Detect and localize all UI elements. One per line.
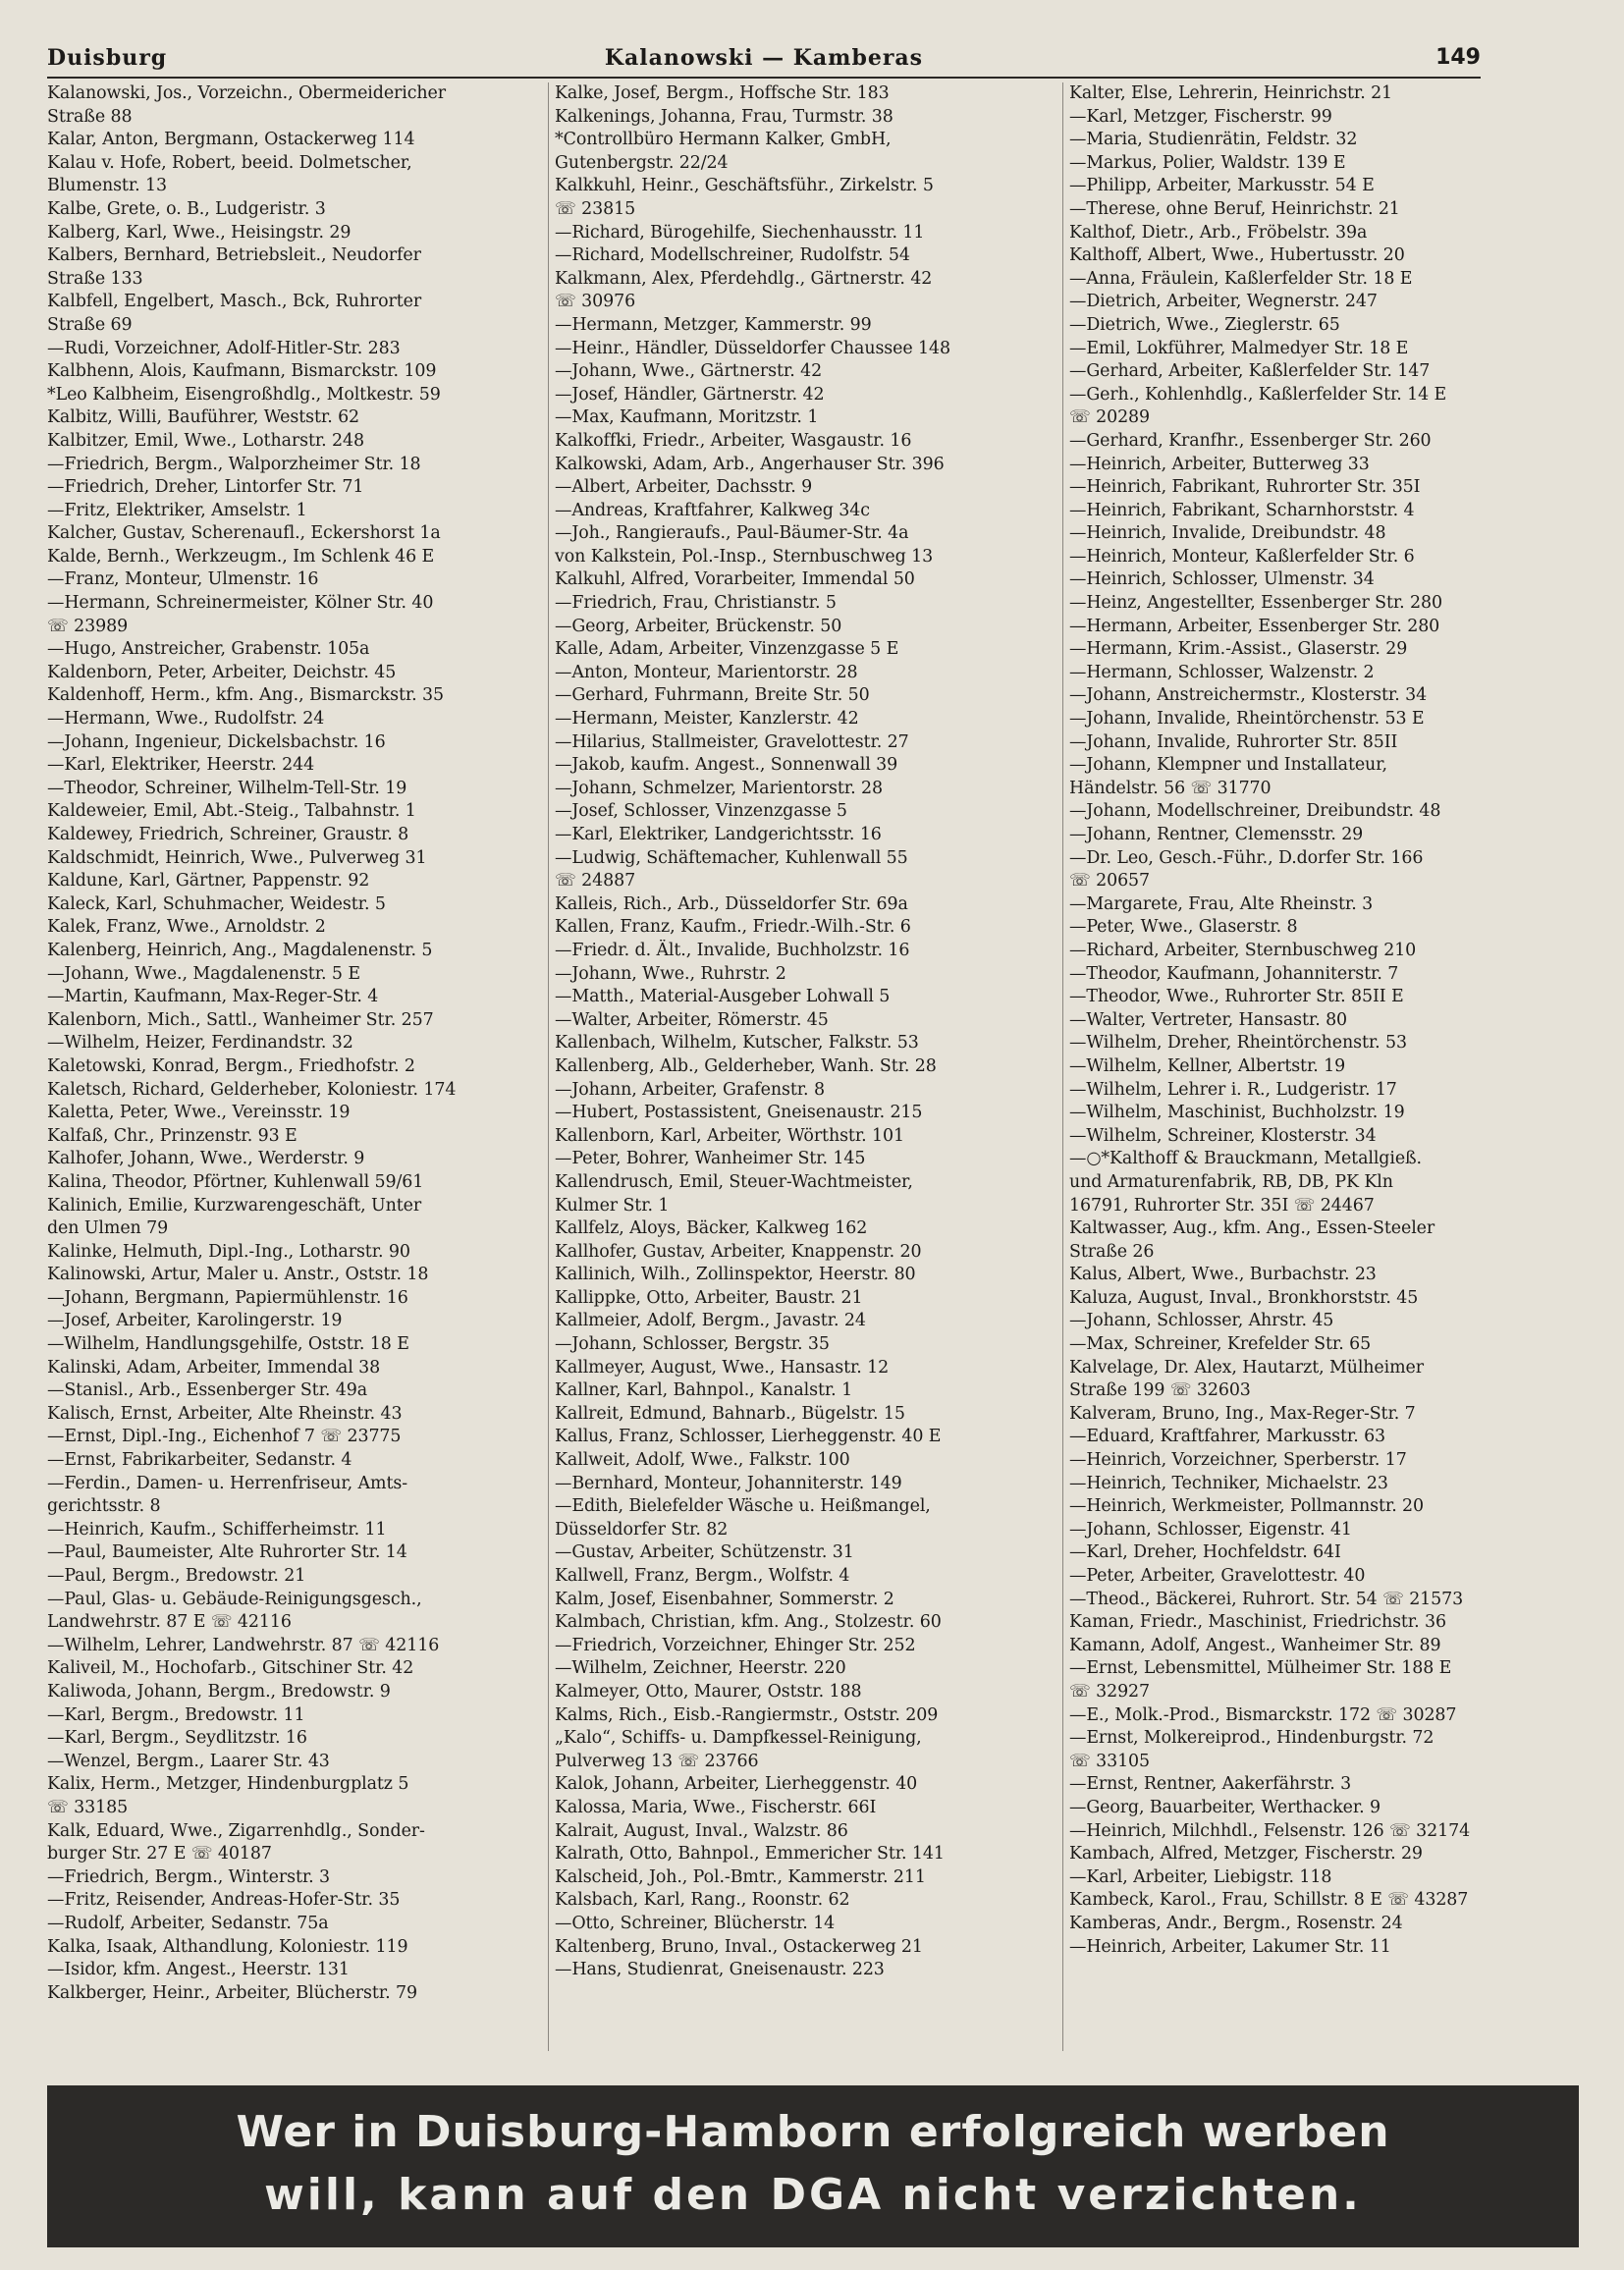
directory-entry: —Emil, Lokführer, Malmedyer Str. 18 E (1069, 338, 1409, 358)
directory-entry: —Josef, Händler, Gärtnerstr. 42 (555, 384, 825, 405)
directory-entry: —Heinrich, Vorzeichner, Sperberstr. 17 (1069, 1450, 1407, 1471)
directory-entry: Straße 133 (47, 268, 143, 289)
directory-entry: Straße 69 (47, 314, 133, 335)
directory-entry: Kaliwoda, Johann, Bergm., Bredowstr. 9 (47, 1681, 391, 1702)
column-1 (47, 82, 544, 2051)
directory-entry: —Wilhelm, Schreiner, Klosterstr. 34 (1069, 1125, 1377, 1146)
directory-entry: —Ernst, Dipl.-Ing., Eichenhof 7 ☏ 23775 (47, 1427, 402, 1447)
directory-entry: —Dietrich, Arbeiter, Wegnerstr. 247 (1069, 292, 1378, 312)
directory-entry: —○*Kalthoff & Brauckmann, Metallgieß. (1069, 1149, 1422, 1169)
directory-entry: ☏ 23989 (47, 616, 129, 636)
directory-entry: Kalisch, Ernst, Arbeiter, Alte Rheinstr. 43 (47, 1403, 403, 1424)
directory-entry: Landwehrstr. 87 E ☏ 42116 (47, 1612, 292, 1633)
directory-entry: Kallmeyer, August, Wwe., Hansastr. 12 (555, 1357, 890, 1378)
page-number: 149 (1435, 45, 1481, 70)
directory-entry: Kalkberger, Heinr., Arbeiter, Blücherstr. 79 (47, 1982, 417, 2003)
directory-entry: —Gerhard, Fuhrmann, Breite Str. 50 (555, 685, 870, 706)
directory-entry: —Dr. Leo, Gesch.-Führ., D.dorfer Str. 166 (1069, 847, 1424, 868)
directory-entry: —Markus, Polier, Waldstr. 139 E (1069, 152, 1346, 173)
directory-entry: —Otto, Schreiner, Blücherstr. 14 (555, 1913, 836, 1933)
directory-entry: —Ernst, Rentner, Aakerfährstr. 3 (1069, 1774, 1352, 1795)
directory-entry: —Jakob, kaufm. Angest., Sonnenwall 39 (555, 755, 898, 776)
directory-entry: Kallenborn, Karl, Arbeiter, Wörthstr. 101 (555, 1125, 905, 1146)
directory-entry: —Gerhard, Kranfhr., Essenberger Str. 260 (1069, 430, 1432, 451)
directory-entry: Kalscheid, Joh., Pol.-Bmtr., Kammerstr. 211 (555, 1866, 926, 1887)
directory-entry: —Maria, Studienrätin, Feldstr. 32 (1069, 130, 1358, 150)
directory-entry: —Dietrich, Wwe., Zieglerstr. 65 (1069, 314, 1340, 335)
directory-entry: —Friedrich, Dreher, Lintorfer Str. 71 (47, 477, 364, 498)
directory-entry: —Wilhelm, Kellner, Albertstr. 19 (1069, 1055, 1346, 1076)
directory-entry: —Theodor, Schreiner, Wilhelm-Tell-Str. 19 (47, 778, 407, 798)
directory-entry: —Ferdin., Damen- u. Herrenfriseur, Amts- (47, 1473, 408, 1493)
directory-entry: Kaldeweier, Emil, Abt.-Steig., Talbahnstr. 1 (47, 801, 416, 822)
advertisement-banner (47, 2085, 1579, 2247)
directory-entry: —Peter, Bohrer, Wanheimer Str. 145 (555, 1149, 866, 1169)
header-city: Duisburg (47, 45, 168, 71)
directory-entry: —Hermann, Wwe., Rudolfstr. 24 (47, 709, 325, 730)
directory-entry: —Peter, Arbeiter, Gravelottestr. 40 (1069, 1566, 1366, 1586)
directory-entry: —Fritz, Elektriker, Amselstr. 1 (47, 500, 307, 520)
banner-line-1: Wer in Duisburg-Hamborn erfolgreich werben (236, 2107, 1390, 2157)
directory-entry: —Margarete, Frau, Alte Rheinstr. 3 (1069, 893, 1374, 914)
banner-line-2: will, kann auf den DGA nicht verzichten. (264, 2170, 1362, 2220)
directory-entry: —Hermann, Metzger, Kammerstr. 99 (555, 314, 872, 335)
directory-entry: —Walter, Arbeiter, Römerstr. 45 (555, 1009, 829, 1030)
directory-entry: Kaletta, Peter, Wwe., Vereinsstr. 19 (47, 1103, 351, 1123)
directory-entry: —Fritz, Reisender, Andreas-Hofer-Str. 35 (47, 1890, 401, 1911)
directory-entry: —Richard, Arbeiter, Sternbuschweg 210 (1069, 940, 1417, 960)
directory-entry: Kallenberg, Alb., Gelderheber, Wanh. Str. 28 (555, 1055, 937, 1076)
directory-entry: —Gerh., Kohlenhdlg., Kaßlerfelder Str. 14 E (1069, 384, 1447, 405)
directory-entry: Kamberas, Andr., Bergm., Rosenstr. 24 (1069, 1913, 1403, 1933)
directory-entry: —Friedrich, Vorzeichner, Ehinger Str. 252 (555, 1635, 916, 1655)
directory-entry: —Georg, Bauarbeiter, Werthacker. 9 (1069, 1797, 1381, 1817)
directory-entry: —Josef, Arbeiter, Karolingerstr. 19 (47, 1311, 343, 1331)
directory-entry: Kalkowski, Adam, Arb., Angerhauser Str. 396 (555, 454, 945, 474)
directory-entry: Kallfelz, Aloys, Bäcker, Kalkweg 162 (555, 1218, 868, 1239)
page-header (47, 41, 1481, 79)
directory-entry: —Hugo, Anstreicher, Grabenstr. 105a (47, 639, 370, 660)
directory-entry: —Friedrich, Bergm., Winterstr. 3 (47, 1866, 331, 1887)
directory-entry: Kaluza, August, Inval., Bronkhorststr. 45 (1069, 1287, 1419, 1308)
directory-entry: Kallendrusch, Emil, Steuer-Wachtmeister, (555, 1171, 913, 1192)
directory-entry: —E., Molk.-Prod., Bismarckstr. 172 ☏ 30287 (1069, 1704, 1457, 1725)
directory-entry: Kallmeier, Adolf, Bergm., Javastr. 24 (555, 1311, 866, 1331)
directory-entry: Kalthof, Dietr., Arb., Fröbelstr. 39a (1069, 222, 1368, 243)
directory-entry: —Johann, Schmelzer, Marientorstr. 28 (555, 778, 883, 798)
directory-entry: Kaldenhoff, Herm., kfm. Ang., Bismarckstr. 35 (47, 685, 445, 706)
directory-entry: —Heinrich, Milchhdl., Felsenstr. 126 ☏ 32174 (1069, 1820, 1471, 1841)
directory-entry: —Rudi, Vorzeichner, Adolf-Hitler-Str. 283 (47, 338, 401, 358)
directory-entry: Kalkuhl, Alfred, Vorarbeiter, Immendal 50 (555, 569, 915, 590)
directory-entry: ☏ 20289 (1069, 407, 1151, 428)
directory-entry: Kallweit, Adolf, Wwe., Falkstr. 100 (555, 1450, 850, 1471)
directory-entry: Händelstr. 56 ☏ 31770 (1069, 778, 1272, 798)
directory-entry: —Johann, Wwe., Gärtnerstr. 42 (555, 361, 823, 382)
directory-entry: —Hermann, Arbeiter, Essenberger Str. 280 (1069, 616, 1440, 636)
directory-entry: Straße 199 ☏ 32603 (1069, 1380, 1251, 1401)
directory-entry: —Theodor, Wwe., Ruhrorter Str. 85II E (1069, 987, 1404, 1007)
directory-entry: Kalveram, Bruno, Ing., Max-Reger-Str. 7 (1069, 1403, 1416, 1424)
directory-entry: —Johann, Invalide, Rheintörchenstr. 53 E (1069, 709, 1425, 730)
directory-entry: und Armaturenfabrik, RB, DB, PK Kln (1069, 1171, 1393, 1192)
directory-entry: Kalau v. Hofe, Robert, beeid. Dolmetscher, (47, 152, 412, 173)
directory-entry: —Ludwig, Schäftemacher, Kuhlenwall 55 (555, 847, 908, 868)
directory-entry: —Karl, Arbeiter, Liebigstr. 118 (1069, 1866, 1332, 1887)
directory-entry: —Johann, Modellschreiner, Dreibundstr. 48 (1069, 801, 1441, 822)
directory-entry: Kalok, Johann, Arbeiter, Lierheggenstr. 40 (555, 1774, 918, 1795)
directory-entry: Kalka, Isaak, Althandlung, Koloniestr. 119 (47, 1936, 408, 1957)
directory-entry: Kalbfell, Engelbert, Masch., Bck, Ruhrorter (47, 292, 422, 312)
directory-entry: —Theodor, Kaufmann, Johanniterstr. 7 (1069, 963, 1399, 984)
directory-entry: Kalter, Else, Lehrerin, Heinrichstr. 21 (1069, 83, 1393, 103)
directory-entry: —Wilhelm, Lehrer, Landwehrstr. 87 ☏ 42116 (47, 1635, 440, 1655)
directory-entry: von Kalkstein, Pol.-Insp., Sternbuschweg 13 (555, 546, 934, 567)
directory-entry: Kalmeyer, Otto, Maurer, Oststr. 188 (555, 1681, 862, 1702)
directory-entry: Kalsbach, Karl, Rang., Roonstr. 62 (555, 1890, 850, 1911)
directory-entry: Kaldewey, Friedrich, Schreiner, Graustr. 8 (47, 825, 409, 844)
directory-entry: —Anton, Monteur, Marientorstr. 28 (555, 662, 858, 682)
directory-entry: —Richard, Modellschreiner, Rudolfstr. 54 (555, 245, 910, 266)
directory-entry: —Philipp, Arbeiter, Markusstr. 54 E (1069, 176, 1375, 196)
directory-entry: —Matth., Material-Ausgeber Lohwall 5 (555, 987, 891, 1007)
directory-entry: —Hermann, Schreinermeister, Kölner Str. 40 (47, 593, 434, 614)
directory-entry: burger Str. 27 E ☏ 40187 (47, 1844, 272, 1865)
directory-entry: —Gerhard, Arbeiter, Kaßlerfelder Str. 147 (1069, 361, 1431, 382)
directory-entry: —Heinr., Händler, Düsseldorfer Chaussee 148 (555, 338, 950, 358)
directory-entry: —Ernst, Molkereiprod., Hindenburgstr. 72 (1069, 1728, 1435, 1749)
directory-entry: Kalbitz, Willi, Bauführer, Weststr. 62 (47, 407, 360, 428)
directory-entry: —Albert, Arbeiter, Dachsstr. 9 (555, 477, 813, 498)
directory-entry: Kambeck, Karol., Frau, Schillstr. 8 E ☏ 43287 (1069, 1890, 1469, 1911)
directory-entry: —Hubert, Postassistent, Gneisenaustr. 215 (555, 1103, 923, 1123)
directory-entry: Kalle, Adam, Arbeiter, Vinzenzgasse 5 E (555, 639, 899, 660)
directory-entry: Kalossa, Maria, Wwe., Fischerstr. 66I (555, 1797, 877, 1817)
directory-entry: —Hilarius, Stallmeister, Gravelottestr. 27 (555, 731, 909, 752)
directory-entry: —Wilhelm, Lehrer i. R., Ludgeristr. 17 (1069, 1079, 1397, 1100)
directory-entry: —Theod., Bäckerei, Ruhrort. Str. 54 ☏ 21573 (1069, 1589, 1464, 1609)
directory-entry: —Karl, Elektriker, Landgerichtsstr. 16 (555, 825, 882, 844)
directory-entry: —Hermann, Meister, Kanzlerstr. 42 (555, 709, 859, 730)
directory-entry: Kalkmann, Alex, Pferdehdlg., Gärtnerstr. 42 (555, 268, 933, 289)
directory-entry: ☏ 32927 (1069, 1681, 1151, 1702)
directory-entry: Kaletsch, Richard, Gelderheber, Koloniestr. 174 (47, 1079, 457, 1100)
directory-entry: —Hermann, Krim.-Assist., Glaserstr. 29 (1069, 639, 1408, 660)
directory-entry: —Friedrich, Frau, Christianstr. 5 (555, 593, 837, 614)
directory-entry: Kalfaß, Chr., Prinzenstr. 93 E (47, 1125, 298, 1146)
directory-entry: —Bernhard, Monteur, Johanniterstr. 149 (555, 1473, 902, 1493)
directory-entry: —Johann, Invalide, Ruhrorter Str. 85II (1069, 731, 1398, 752)
directory-entry: Kalkenings, Johanna, Frau, Turmstr. 38 (555, 106, 893, 127)
directory-entry: —Heinrich, Arbeiter, Lakumer Str. 11 (1069, 1936, 1391, 1957)
directory-entry: Kaldschmidt, Heinrich, Wwe., Pulverweg 31 (47, 847, 427, 868)
directory-entry: Kalke, Josef, Bergm., Hoffsche Str. 183 (555, 83, 890, 103)
directory-entry: Blumenstr. 13 (47, 176, 168, 196)
directory-entry: Kulmer Str. 1 (555, 1195, 670, 1216)
directory-entry: Kalms, Rich., Eisb.-Rangiermstr., Oststr. 209 (555, 1704, 939, 1725)
directory-entry: —Johann, Klempner und Installateur, (1069, 755, 1387, 776)
directory-entry: Kalmbach, Christian, kfm. Ang., Stolzestr. 60 (555, 1612, 942, 1633)
directory-entry: Kalbers, Bernhard, Betriebsleit., Neudorfer (47, 245, 421, 266)
directory-entry: Kalbitzer, Emil, Wwe., Lotharstr. 248 (47, 430, 365, 451)
directory-entry: Kalk, Eduard, Wwe., Zigarrenhdlg., Sonder- (47, 1820, 425, 1841)
directory-entry: 16791, Ruhrorter Str. 35I ☏ 24467 (1069, 1195, 1375, 1216)
directory-entry: Kalus, Albert, Wwe., Burbachstr. 23 (1069, 1265, 1377, 1285)
directory-entry: —Karl, Bergm., Bredowstr. 11 (47, 1704, 305, 1725)
directory-entry: Kaleck, Karl, Schuhmacher, Weidestr. 5 (47, 893, 386, 914)
directory-entry: —Heinrich, Invalide, Dreibundstr. 48 (1069, 523, 1386, 544)
directory-entry: Kalbe, Grete, o. B., Ludgeristr. 3 (47, 198, 326, 219)
directory-entry: Straße 26 (1069, 1241, 1155, 1262)
directory-entry: —Friedr. d. Ält., Invalide, Buchholzstr. 16 (555, 940, 910, 960)
directory-entry: Kalar, Anton, Bergmann, Ostackerweg 114 (47, 130, 415, 150)
directory-entry: Kalkoffki, Friedr., Arbeiter, Wasgaustr. 16 (555, 430, 912, 451)
directory-entry: —Gustav, Arbeiter, Schützenstr. 31 (555, 1542, 854, 1563)
directory-entry: ☏ 20657 (1069, 871, 1151, 892)
directory-entry: —Heinrich, Schlosser, Ulmenstr. 34 (1069, 569, 1375, 590)
directory-entry: —Rudolf, Arbeiter, Sedanstr. 75a (47, 1913, 329, 1933)
directory-entry: —Georg, Arbeiter, Brückenstr. 50 (555, 616, 842, 636)
directory-entry: Kalleis, Rich., Arb., Düsseldorfer Str. 69a (555, 893, 908, 914)
directory-entry: —Walter, Vertreter, Hansastr. 80 (1069, 1009, 1348, 1030)
directory-entry: —Karl, Dreher, Hochfeldstr. 64I (1069, 1542, 1341, 1563)
directory-entry: —Heinrich, Werkmeister, Pollmannstr. 20 (1069, 1496, 1425, 1517)
directory-entry: Kallus, Franz, Schlosser, Lierheggenstr. 40 E (555, 1427, 942, 1447)
directory-entry: Kalm, Josef, Eisenbahner, Sommerstr. 2 (555, 1589, 894, 1609)
directory-entry: —Eduard, Kraftfahrer, Markusstr. 63 (1069, 1427, 1386, 1447)
directory-entry: —Wilhelm, Maschinist, Buchholzstr. 19 (1069, 1103, 1405, 1123)
directory-entry: Kalinich, Emilie, Kurzwarengeschäft, Unter (47, 1195, 422, 1216)
directory-entry: —Johann, Schlosser, Eigenstr. 41 (1069, 1519, 1352, 1540)
column-3 (1062, 82, 1481, 2051)
directory-entry: —Heinrich, Techniker, Michaelstr. 23 (1069, 1473, 1388, 1493)
directory-entry: —Karl, Metzger, Fischerstr. 99 (1069, 106, 1332, 127)
directory-entry: —Paul, Bergm., Bredowstr. 21 (47, 1566, 306, 1586)
directory-entry: Gutenbergstr. 22/24 (555, 152, 729, 173)
directory-entry: Kaldenborn, Peter, Arbeiter, Deichstr. 45 (47, 662, 397, 682)
directory-entry: ☏ 33185 (47, 1797, 129, 1817)
directory-entry: —Therese, ohne Beruf, Heinrichstr. 21 (1069, 198, 1400, 219)
directory-entry: —Karl, Elektriker, Heerstr. 244 (47, 755, 315, 776)
directory-entry: Kamann, Adolf, Angest., Wanheimer Str. 89 (1069, 1635, 1441, 1655)
directory-entry: Kalhofer, Johann, Wwe., Werderstr. 9 (47, 1149, 365, 1169)
directory-entry: —Johann, Schlosser, Ahrstr. 45 (1069, 1311, 1334, 1331)
directory-entry: Kalrait, August, Inval., Walzstr. 86 (555, 1820, 848, 1841)
directory-entry: Kalix, Herm., Metzger, Hindenburgplatz 5 (47, 1774, 409, 1795)
directory-entry: —Wilhelm, Zeichner, Heerstr. 220 (555, 1658, 846, 1679)
directory-entry: —Wilhelm, Heizer, Ferdinandstr. 32 (47, 1033, 353, 1054)
directory-entry: Kallreit, Edmund, Bahnarb., Bügelstr. 15 (555, 1403, 905, 1424)
directory-entry: —Isidor, kfm. Angest., Heerstr. 131 (47, 1960, 350, 1980)
directory-entry: Kalde, Bernh., Werkzeugm., Im Schlenk 46 E (47, 546, 435, 567)
directory-entry: Kambach, Alfred, Metzger, Fischerstr. 29 (1069, 1844, 1423, 1865)
directory-entry: Kaltwasser, Aug., kfm. Ang., Essen-Steeler (1069, 1218, 1435, 1239)
directory-entry: —Franz, Monteur, Ulmenstr. 16 (47, 569, 319, 590)
directory-entry: —Johann, Arbeiter, Grafenstr. 8 (555, 1079, 825, 1100)
directory-entry: —Karl, Bergm., Seydlitzstr. 16 (47, 1728, 307, 1749)
directory-entry: *Controllbüro Hermann Kalker, GmbH, (555, 130, 892, 150)
directory-entry: Kalek, Franz, Wwe., Arnoldstr. 2 (47, 917, 326, 938)
directory-entry: Kalinke, Helmuth, Dipl.-Ing., Lotharstr. 90 (47, 1241, 410, 1262)
directory-entry: —Johann, Anstreichermstr., Klosterstr. 34 (1069, 685, 1428, 706)
directory-entry: —Friedrich, Bergm., Walporzheimer Str. 18 (47, 454, 421, 474)
directory-entry: —Paul, Baumeister, Alte Ruhrorter Str. 14 (47, 1542, 407, 1563)
directory-entry: Kalberg, Karl, Wwe., Heisingstr. 29 (47, 222, 352, 243)
directory-entry: —Martin, Kaufmann, Max-Reger-Str. 4 (47, 987, 379, 1007)
directory-entry: —Max, Schreiner, Krefelder Str. 65 (1069, 1334, 1372, 1355)
directory-entry: *Leo Kalbheim, Eisengroßhdlg., Moltkestr. 59 (47, 384, 441, 405)
directory-entry: —Anna, Fräulein, Kaßlerfelder Str. 18 E (1069, 268, 1413, 289)
directory-entry: Kaman, Friedr., Maschinist, Friedrichstr. 36 (1069, 1612, 1446, 1633)
directory-entry: Kalenberg, Heinrich, Ang., Magdalenenstr. 5 (47, 940, 433, 960)
directory-entry: Kallenbach, Wilhelm, Kutscher, Falkstr. 53 (555, 1033, 919, 1054)
directory-columns (47, 82, 1481, 2051)
directory-entry: —Johann, Ingenieur, Dickelsbachstr. 16 (47, 731, 386, 752)
directory-entry: Kallinich, Wilh., Zollinspektor, Heerstr. 80 (555, 1265, 916, 1285)
directory-entry: —Wenzel, Bergm., Laarer Str. 43 (47, 1751, 330, 1771)
directory-entry: —Johann, Rentner, Clemensstr. 29 (1069, 825, 1364, 844)
directory-entry: Kallner, Karl, Bahnpol., Kanalstr. 1 (555, 1380, 853, 1401)
directory-entry: —Stanisl., Arb., Essenberger Str. 49a (47, 1380, 368, 1401)
directory-entry: —Andreas, Kraftfahrer, Kalkweg 34c (555, 500, 870, 520)
directory-entry: Kallippke, Otto, Arbeiter, Baustr. 21 (555, 1287, 863, 1308)
directory-entry: —Max, Kaufmann, Moritzstr. 1 (555, 407, 819, 428)
directory-entry: ☏ 24887 (555, 871, 636, 892)
directory-entry: Kalanowski, Jos., Vorzeichn., Obermeidericher (47, 83, 446, 103)
directory-entry: Kaletowski, Konrad, Bergm., Friedhofstr. 2 (47, 1055, 415, 1076)
directory-entry: Pulverweg 13 ☏ 23766 (555, 1751, 759, 1771)
directory-entry: —Heinrich, Fabrikant, Ruhrorter Str. 35I (1069, 477, 1421, 498)
directory-entry: —Heinrich, Fabrikant, Scharnhorststr. 4 (1069, 500, 1415, 520)
directory-entry: Kalenborn, Mich., Sattl., Wanheimer Str. 257 (47, 1009, 434, 1030)
directory-entry: —Richard, Bürogehilfe, Siechenhausstr. 11 (555, 222, 925, 243)
directory-entry: —Johann, Wwe., Magdalenenstr. 5 E (47, 963, 360, 984)
directory-entry: —Johann, Wwe., Ruhrstr. 2 (555, 963, 786, 984)
directory-entry: —Heinrich, Arbeiter, Butterweg 33 (1069, 454, 1370, 474)
directory-entry: „Kalo“, Schiffs- u. Dampfkessel-Reinigung, (555, 1728, 922, 1749)
directory-entry: —Ernst, Fabrikarbeiter, Sedanstr. 4 (47, 1450, 352, 1471)
directory-entry: —Joh., Rangieraufs., Paul-Bäumer-Str. 4a (555, 523, 909, 544)
directory-entry: Kalkkuhl, Heinr., Geschäftsführ., Zirkelstr. 5 (555, 176, 934, 196)
directory-entry: —Wilhelm, Handlungsgehilfe, Oststr. 18 E (47, 1334, 409, 1355)
directory-entry: Kalina, Theodor, Pförtner, Kuhlenwall 59/61 (47, 1171, 424, 1192)
directory-entry: Kalbhenn, Alois, Kaufmann, Bismarckstr. 109 (47, 361, 437, 382)
directory-entry: Kaliveil, M., Hochofarb., Gitschiner Str. 42 (47, 1658, 414, 1679)
directory-entry: Kalinowski, Artur, Maler u. Anstr., Oststr. 18 (47, 1265, 429, 1285)
directory-entry: Kallhofer, Gustav, Arbeiter, Knappenstr. 20 (555, 1241, 922, 1262)
directory-entry: gerichtsstr. 8 (47, 1496, 161, 1517)
directory-entry: ☏ 33105 (1069, 1751, 1151, 1771)
directory-entry: —Johann, Schlosser, Bergstr. 35 (555, 1334, 830, 1355)
directory-entry: —Josef, Schlosser, Vinzenzgasse 5 (555, 801, 847, 822)
directory-entry: —Paul, Glas- u. Gebäude-Reinigungsgesch., (47, 1589, 422, 1609)
directory-entry: —Wilhelm, Dreher, Rheintörchenstr. 53 (1069, 1033, 1408, 1054)
directory-entry: Kalrath, Otto, Bahnpol., Emmericher Str. 141 (555, 1844, 945, 1865)
directory-entry: Kaldune, Karl, Gärtner, Pappenstr. 92 (47, 871, 370, 892)
directory-entry: —Peter, Wwe., Glaserstr. 8 (1069, 917, 1298, 938)
directory-entry: —Hermann, Schlosser, Walzenstr. 2 (1069, 662, 1375, 682)
directory-entry: den Ulmen 79 (47, 1218, 169, 1239)
directory-entry: Kallwell, Franz, Bergm., Wolfstr. 4 (555, 1566, 850, 1586)
directory-entry: —Ernst, Lebensmittel, Mülheimer Str. 188 E (1069, 1658, 1452, 1679)
directory-entry: Kallen, Franz, Kaufm., Friedr.-Wilh.-Str. 6 (555, 917, 911, 938)
directory-entry: Straße 88 (47, 106, 133, 127)
directory-entry: Düsseldorfer Str. 82 (555, 1519, 729, 1540)
directory-entry: ☏ 23815 (555, 198, 636, 219)
directory-entry: —Heinrich, Monteur, Kaßlerfelder Str. 6 (1069, 546, 1415, 567)
directory-entry: Kalthoff, Albert, Wwe., Hubertusstr. 20 (1069, 245, 1405, 266)
directory-entry: —Heinrich, Kaufm., Schifferheimstr. 11 (47, 1519, 387, 1540)
directory-entry: Kalinski, Adam, Arbeiter, Immendal 38 (47, 1357, 381, 1378)
directory-entry: —Edith, Bielefelder Wäsche u. Heißmangel, (555, 1496, 931, 1517)
header-name-range: Kalanowski — Kamberas (604, 45, 924, 71)
directory-entry: —Johann, Bergmann, Papiermühlenstr. 16 (47, 1287, 408, 1308)
directory-entry: Kalcher, Gustav, Scherenaufl., Eckershorst 1a (47, 523, 441, 544)
directory-entry: ☏ 30976 (555, 292, 636, 312)
directory-entry: Kalvelage, Dr. Alex, Hautarzt, Mülheimer (1069, 1357, 1424, 1378)
directory-entry: —Hans, Studienrat, Gneisenaustr. 223 (555, 1960, 885, 1980)
directory-entry: —Heinz, Angestellter, Essenberger Str. 280 (1069, 593, 1442, 614)
column-2 (548, 82, 1058, 2051)
directory-entry: Kaltenberg, Bruno, Inval., Ostackerweg 21 (555, 1936, 923, 1957)
